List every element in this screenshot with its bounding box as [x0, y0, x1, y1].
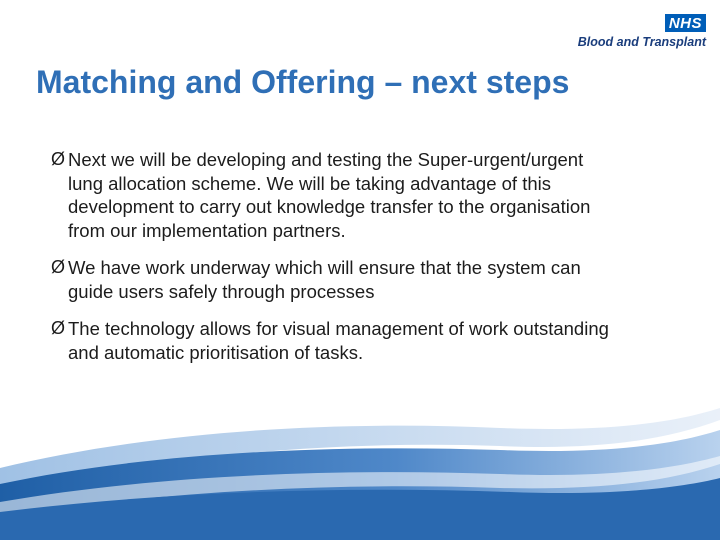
nhs-badge: NHS	[665, 14, 706, 32]
decorative-swoosh	[0, 380, 720, 540]
slide-title: Matching and Offering – next steps	[36, 64, 570, 100]
bullet-list	[52, 148, 612, 378]
bullet-item	[52, 317, 612, 364]
bullet-item	[52, 148, 612, 242]
arrow-bullet-icon: Ø	[51, 149, 66, 169]
nhs-logo	[556, 14, 706, 54]
bullet-item	[52, 256, 612, 303]
nhs-logo-subtitle: Blood and Transplant	[577, 35, 706, 49]
bullet-text: The technology allows for visual management of work outstanding and automatic prioritisation of tasks.	[68, 318, 609, 363]
arrow-bullet-icon: Ø	[51, 257, 66, 277]
bullet-text: We have work underway which will ensure that the system can guide users safely through processes	[68, 257, 581, 302]
bullet-text: Next we will be developing and testing the Super-urgent/urgent lung allocation scheme. We will be taking advantage of this development to carry out knowledge transfer to the organisation from our implementation partners.	[68, 149, 591, 241]
arrow-bullet-icon: Ø	[51, 318, 66, 338]
